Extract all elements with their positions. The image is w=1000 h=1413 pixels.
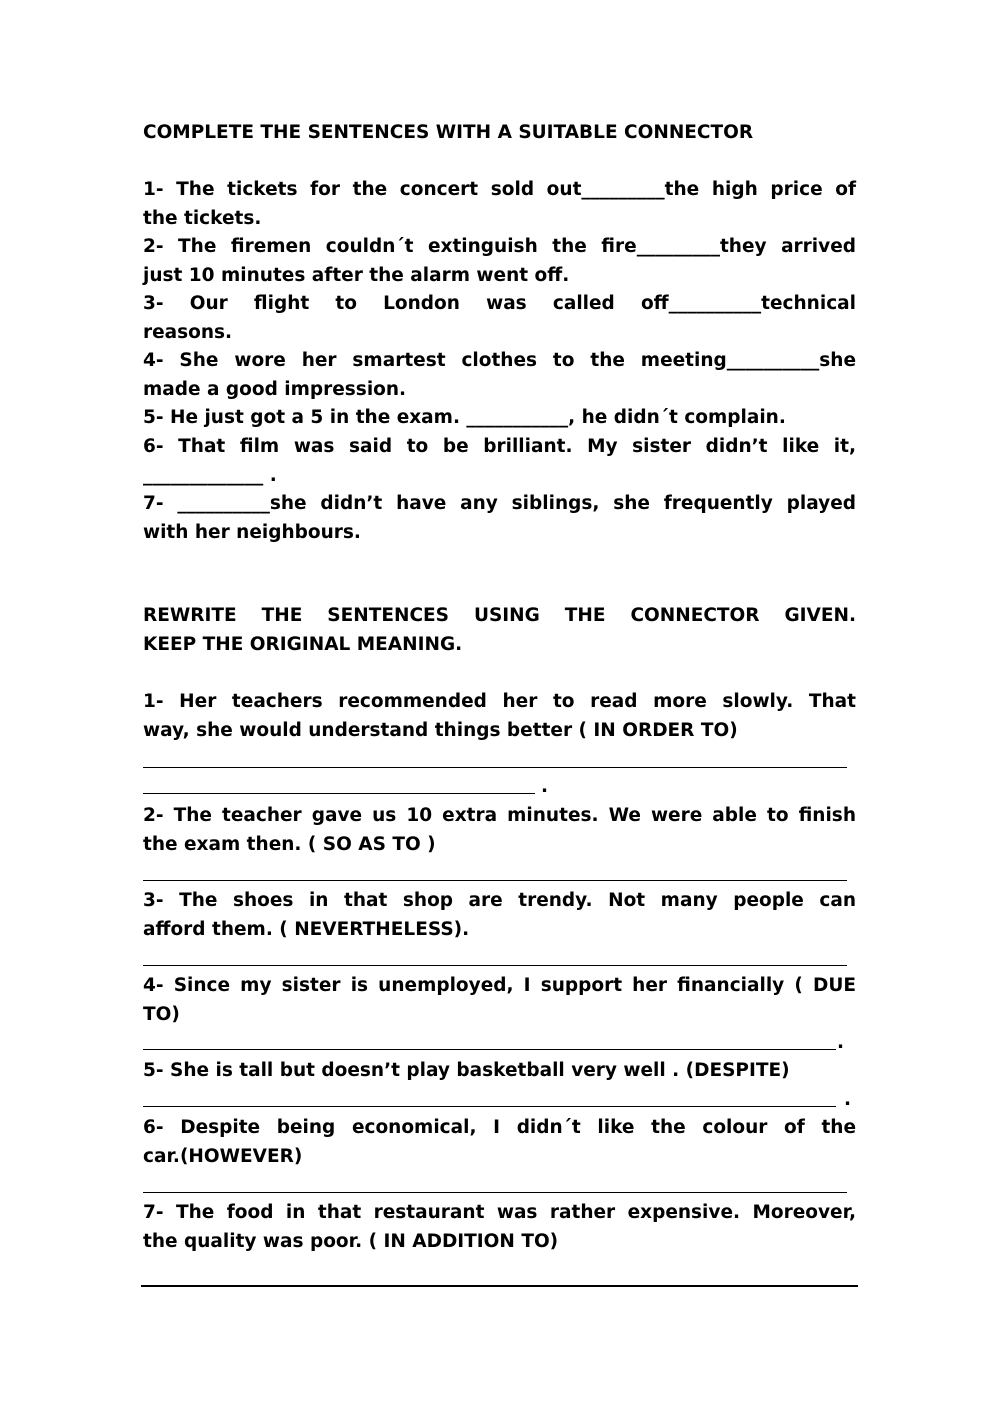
answer-line-dot: . bbox=[837, 1032, 845, 1053]
s2-item-3-line-2: afford them. ( NEVERTHELESS). bbox=[143, 918, 470, 940]
s2-item-7-line-1: 7- The food in that restaurant was rather expensive. Moreover, bbox=[143, 1202, 856, 1223]
s2-item-6-line-1: 6- Despite being economical, I didn´t like the colour of the bbox=[143, 1117, 856, 1138]
s2-item-2-line-1: 2- The teacher gave us 10 extra minutes. We were able to finish bbox=[143, 805, 856, 826]
s1-item-2-line-1: 2- The firemen couldn´t extinguish the fire_________they arrived bbox=[143, 236, 856, 257]
s1-item-3 bbox=[143, 290, 856, 347]
s2-item-2-line-2: the exam then. ( SO AS TO ) bbox=[143, 833, 436, 855]
s2-item-7-line-2: the quality was poor. ( IN ADDITION TO) bbox=[143, 1230, 559, 1252]
s1-item-6 bbox=[143, 433, 856, 490]
s1-item-7-line-2: with her neighbours. bbox=[143, 521, 361, 543]
s1-item-1 bbox=[143, 176, 856, 233]
s1-item-4-line-1: 4- She wore her smartest clothes to the meeting__________she bbox=[143, 350, 856, 371]
s1-item-6-line-1: 6- That film was said to be brilliant. My sister didn’t like it, bbox=[143, 436, 856, 457]
answer-line bbox=[143, 1106, 836, 1107]
s1-item-5 bbox=[143, 404, 856, 433]
s2-item-1 bbox=[143, 688, 856, 745]
s2-item-6 bbox=[143, 1114, 856, 1171]
answer-line bbox=[143, 1192, 847, 1193]
answer-line-dot: . bbox=[844, 1089, 852, 1110]
s2-item-6-line-2: car.(HOWEVER) bbox=[143, 1145, 303, 1167]
s2-item-4 bbox=[143, 972, 856, 1029]
s1-item-7-line-1: 7- __________she didn’t have any siblings, she frequently played bbox=[143, 493, 856, 514]
s2-item-3 bbox=[143, 887, 856, 944]
answer-line bbox=[143, 1049, 836, 1050]
s1-item-3-line-1: 3- Our flight to London was called off__________technical bbox=[143, 293, 856, 314]
s2-item-7 bbox=[143, 1199, 856, 1256]
s1-item-2-line-2: just 10 minutes after the alarm went off. bbox=[143, 264, 570, 286]
s1-item-4-line-2: made a good impression. bbox=[143, 378, 407, 400]
answer-line bbox=[143, 880, 847, 881]
answer-line-dot: . bbox=[541, 776, 549, 797]
section2-title bbox=[143, 602, 856, 659]
s2-item-5-line-1: 5- She is tall but doesn’t play basketball very well . (DESPITE) bbox=[143, 1060, 790, 1081]
answer-line bbox=[143, 767, 847, 768]
answer-line bbox=[141, 1285, 858, 1287]
s1-item-1-line-2: the tickets. bbox=[143, 207, 262, 229]
section2-title-line-2: KEEP THE ORIGINAL MEANING. bbox=[143, 633, 463, 655]
s2-item-4-line-1: 4- Since my sister is unemployed, I support her financially ( DUE bbox=[143, 975, 856, 996]
answer-line bbox=[143, 965, 847, 966]
s2-item-4-line-2: TO) bbox=[143, 1003, 180, 1025]
section1-title: COMPLETE THE SENTENCES WITH A SUITABLE CONNECTOR bbox=[143, 122, 754, 143]
s1-item-7 bbox=[143, 490, 856, 547]
section2-title-line-1: REWRITE THE SENTENCES USING THE CONNECTOR GIVEN. bbox=[143, 605, 856, 626]
s1-item-2 bbox=[143, 233, 856, 290]
s1-item-5-line-1: 5- He just got a 5 in the exam. ___________, he didn´t complain. bbox=[143, 407, 786, 428]
s1-item-6-line-2: _____________ . bbox=[143, 464, 277, 486]
s1-item-3-line-2: reasons. bbox=[143, 321, 233, 343]
s2-item-2 bbox=[143, 802, 856, 859]
s2-item-5 bbox=[143, 1057, 856, 1086]
answer-line bbox=[143, 793, 535, 794]
s2-item-1-line-1: 1- Her teachers recommended her to read more slowly. That bbox=[143, 691, 856, 712]
s1-item-4 bbox=[143, 347, 856, 404]
s1-item-1-line-1: 1- The tickets for the concert sold out_________the high price of bbox=[143, 179, 856, 200]
s2-item-3-line-1: 3- The shoes in that shop are trendy. Not many people can bbox=[143, 890, 856, 911]
s2-item-1-line-2: way, she would understand things better ( IN ORDER TO) bbox=[143, 719, 738, 741]
